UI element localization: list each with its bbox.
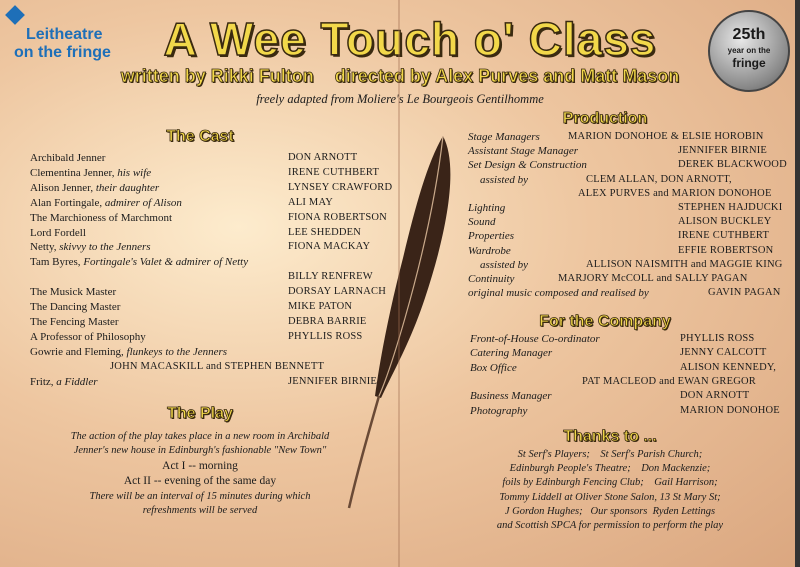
- cast-row: [30, 361, 390, 375]
- adapted-from: freely adapted from Moliere's Le Bourgeois Gentilhomme: [256, 92, 544, 106]
- play-setting-line-1: The action of the play takes place in a new room in Archibald: [70, 431, 330, 442]
- production-role: Set Design & Construction: [468, 159, 587, 172]
- production-row: [468, 159, 793, 173]
- interval-line-2: refreshments will be served: [142, 505, 258, 516]
- thanks-line: Edinburgh People's Theatre; Don Mackenzie;: [509, 463, 711, 475]
- production-name: ALISON BUCKLEY: [678, 216, 772, 228]
- production-name: ALLISON NAISMITH and MAGGIE KING: [586, 258, 783, 270]
- cast-actor: LYNSEY CRAWFORD: [288, 181, 393, 193]
- thanks-line: and Scottish SPCA for permission to perform the play: [496, 520, 724, 531]
- production-role: original music composed and realised by: [468, 287, 649, 300]
- cast-role: [30, 167, 151, 179]
- company-row: [470, 333, 790, 347]
- company-row: [470, 362, 790, 376]
- company-role: Box Office: [470, 361, 517, 374]
- production-row: [468, 245, 793, 259]
- cast-row: [30, 301, 390, 315]
- directed-by: directed by Alex Purves and Matt Mason: [334, 66, 680, 86]
- cast-row: [30, 346, 390, 360]
- production-role: Stage Managers: [468, 131, 540, 143]
- company-role: Catering Manager: [470, 347, 553, 360]
- thanks-line: J Gordon Hughes; Our sponsors Ryden Lettings: [504, 505, 716, 517]
- company-role: Front-of-House Co-ordinator: [470, 333, 600, 345]
- act-1: Act I -- morning: [162, 460, 238, 472]
- leitheatre-logo: [8, 8, 126, 62]
- cast-role-name: Gowrie and Fleming,: [30, 345, 124, 358]
- company-role: Business Manager: [470, 390, 552, 403]
- cast-role-desc: Fortingale's Valet & admirer of Netty: [80, 256, 249, 269]
- production-row: [468, 273, 793, 287]
- production-name: MARJORY McCOLL and SALLY PAGAN: [558, 273, 748, 284]
- cast-role-name: Clementina Jenner,: [30, 166, 115, 179]
- cast-actor: BILLY RENFREW: [288, 271, 373, 283]
- cast-role-name: The Fencing Master: [30, 315, 119, 328]
- company-name: DON ARNOTT: [680, 390, 750, 402]
- cast-role: [30, 376, 98, 388]
- cast-actor: ALI MAY: [288, 196, 334, 208]
- logo-line-1: Leitheatre: [26, 26, 103, 43]
- cast-role-name: Alan Fortingale,: [30, 196, 103, 209]
- cast-actor: DEBRA BARRIE: [288, 315, 367, 327]
- production-row: [468, 216, 793, 230]
- cast-role-desc: admirer of Alison: [102, 196, 182, 209]
- cast-role: [30, 301, 120, 313]
- badge-line-2: year on the: [727, 46, 771, 55]
- cast-role-name: The Musick Master: [30, 286, 117, 299]
- production-name: ALEX PURVES and MARION DONOHOE: [578, 187, 772, 199]
- cast-actor: FIONA MACKAY: [288, 241, 371, 253]
- company-name: ALISON KENNEDY,: [680, 361, 777, 373]
- production-role: assisted by: [480, 173, 528, 186]
- production-role: Sound: [468, 216, 496, 229]
- cast-role-desc: their daughter: [93, 181, 160, 194]
- cast-role: [30, 182, 159, 194]
- play-setting-line-2: Jenner's new house in Edinburgh's fashionable "New Town": [73, 445, 327, 456]
- production-role: Continuity: [468, 273, 515, 285]
- production-name: EFFIE ROBERTSON: [678, 244, 774, 256]
- cast-actor: LEE SHEDDEN: [288, 226, 362, 238]
- thanks-line: Tommy Liddell at Oliver Stone Salon, 13 St Mary St;: [499, 491, 721, 503]
- cast-actor: PHYLLIS ROSS: [288, 330, 363, 342]
- cast-row: [30, 331, 390, 345]
- company-row: [470, 390, 790, 404]
- cast-actor: DON ARNOTT: [288, 152, 358, 163]
- cast-actor: JOHN MACASKILL and STEPHEN BENNETT: [110, 360, 325, 372]
- production-name: STEPHEN HAJDUCKI: [678, 202, 783, 213]
- company-name: MARION DONOHOE: [680, 404, 780, 416]
- cast-role-desc: a Fiddler: [53, 375, 98, 388]
- cast-role-desc: skivvy to the Jenners: [56, 241, 151, 254]
- cast-role-name: The Dancing Master: [30, 301, 121, 313]
- cast-actor: IRENE CUTHBERT: [288, 166, 380, 178]
- badge-line-1: 25th: [732, 26, 766, 43]
- company-name: JENNY CALCOTT: [680, 347, 767, 359]
- logo-diamond-icon: [5, 5, 25, 25]
- thanks-line: St Serf's Players; St Serf's Parish Church;: [517, 449, 703, 460]
- act-2: Act II -- evening of the same day: [123, 475, 277, 487]
- cast-role: [30, 241, 151, 253]
- cast-row: [30, 256, 390, 270]
- written-by: written by Rikki Fulton: [120, 66, 314, 86]
- cast-role: [30, 256, 248, 268]
- cast-role-name: A Professor of Philosophy: [30, 330, 146, 343]
- cast-role-name: Lord Fordell: [30, 226, 86, 239]
- company-name: PHYLLIS ROSS: [680, 333, 755, 344]
- cast-row: [30, 316, 390, 330]
- production-row: [468, 131, 793, 145]
- cast-role: [30, 197, 182, 209]
- cast-role: [30, 331, 146, 343]
- interval-line-1: There will be an interval of 15 minutes during which: [89, 491, 311, 502]
- cast-row: [30, 271, 390, 285]
- production-name: MARION DONOHOE & ELSIE HOROBIN: [568, 131, 764, 142]
- company-name: PAT MACLEOD and EWAN GREGOR: [582, 375, 756, 387]
- production-row: [468, 287, 793, 301]
- cast-row: [30, 152, 390, 166]
- production-role: Assistant Stage Manager: [468, 145, 578, 158]
- company-row: [470, 405, 790, 419]
- production-row: [468, 145, 793, 159]
- production-name: IRENE CUTHBERT: [678, 230, 770, 242]
- play-title: A Wee Touch o' Class: [163, 13, 657, 65]
- production-row: [468, 259, 793, 273]
- cast-row: [30, 286, 390, 300]
- cast-role: [30, 286, 116, 298]
- cast-role-name: Archibald Jenner: [30, 152, 106, 164]
- production-role: assisted by: [480, 258, 528, 271]
- credits-line: [0, 66, 800, 87]
- cast-role: [30, 212, 172, 224]
- cast-role-desc: his wife: [114, 166, 152, 179]
- production-name: CLEM ALLAN, DON ARNOTT,: [586, 173, 732, 185]
- production-role: Lighting: [468, 202, 506, 214]
- company-heading: For the Company: [539, 313, 671, 330]
- thanks-heading: Thanks to ...: [563, 428, 657, 445]
- cast-row: [30, 376, 390, 390]
- production-role: Properties: [468, 230, 515, 243]
- production-row: [468, 202, 793, 216]
- cast-actor: DORSAY LARNACH: [288, 286, 386, 298]
- thanks-line: foils by Edinburgh Fencing Club; Gail Harrison;: [502, 477, 718, 489]
- production-heading: Production: [562, 110, 648, 127]
- production-name: DEREK BLACKWOOD: [678, 159, 787, 171]
- company-row: [470, 347, 790, 361]
- cast-role: [30, 346, 227, 358]
- production-row: [468, 174, 793, 188]
- cast-row: [30, 212, 390, 226]
- cast-actor: JENNIFER BIRNIE: [288, 375, 378, 387]
- cast-role-desc: flunkeys to the Jenners: [123, 345, 228, 358]
- cast-role-name: Alison Jenner,: [30, 181, 94, 194]
- logo-line-2: on the fringe: [14, 44, 111, 61]
- play-heading: The Play: [167, 405, 233, 422]
- cast-row: [30, 181, 393, 196]
- badge-line-3: fringe: [732, 56, 766, 70]
- production-name: JENNIFER BIRNIE: [678, 145, 768, 157]
- company-role: Photography: [470, 404, 528, 417]
- cast-row: [30, 227, 390, 241]
- cast-role: [30, 316, 119, 328]
- cast-row: [30, 197, 390, 211]
- company-row: [470, 376, 790, 390]
- cast-role: [30, 152, 105, 164]
- cast-role-name: Tam Byres,: [30, 256, 81, 269]
- cast-row: [30, 241, 390, 255]
- cast-role-name: Fritz,: [30, 375, 54, 388]
- cast-role: [30, 227, 86, 239]
- production-name: GAVIN PAGAN: [708, 287, 781, 299]
- cast-role-name: The Marchioness of Marchmont: [30, 211, 173, 224]
- cast-actor: FIONA ROBERTSON: [288, 211, 387, 223]
- cast-heading: The Cast: [166, 128, 234, 145]
- cast-actor: MIKE PATON: [288, 301, 353, 312]
- production-row: [468, 230, 793, 244]
- cast-role-name: Netty,: [30, 241, 57, 254]
- cast-row: [30, 167, 390, 181]
- production-role: Wardrobe: [468, 244, 511, 257]
- production-row: [468, 188, 793, 202]
